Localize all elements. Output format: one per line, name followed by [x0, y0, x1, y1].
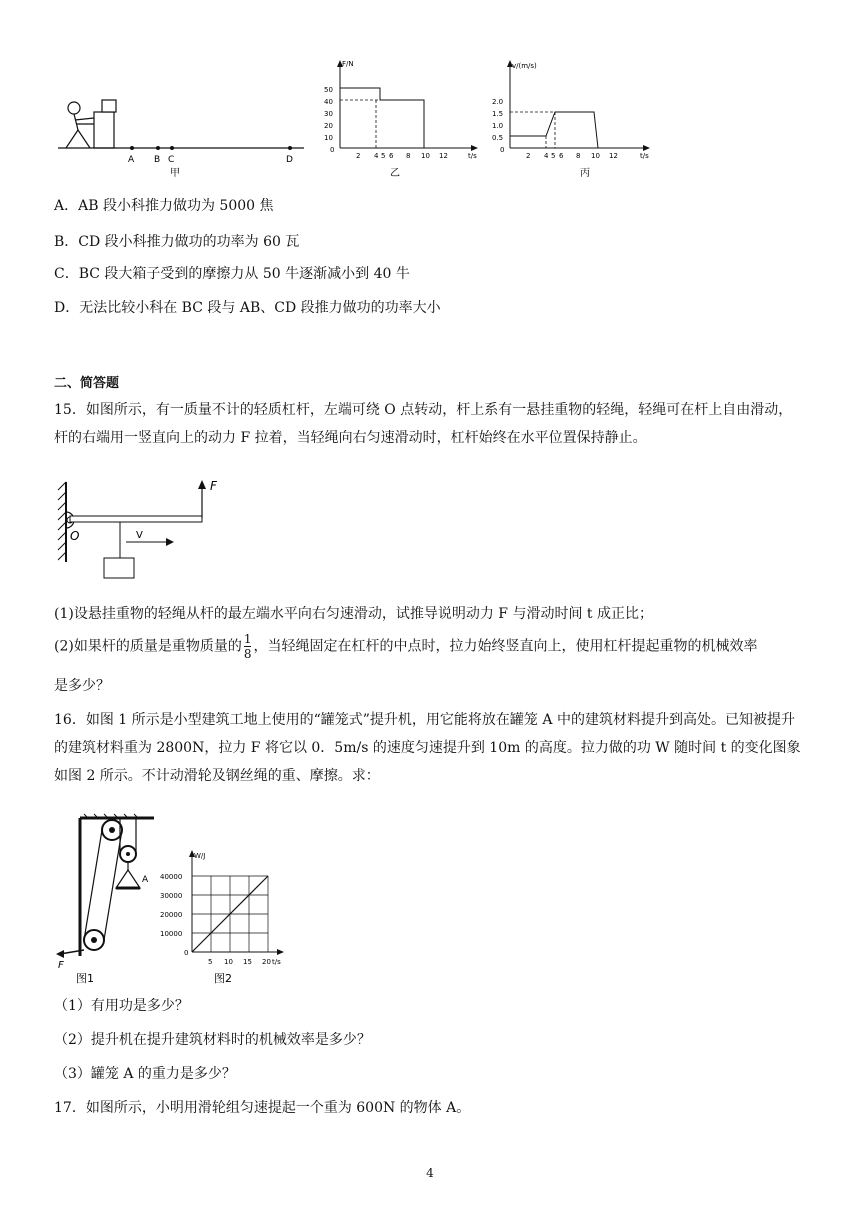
bing-velocity-line	[510, 112, 598, 148]
graph2-ytick: 40000	[160, 873, 183, 881]
yi-xtick: 12	[439, 152, 448, 160]
yi-xtick: 2	[356, 152, 361, 160]
yi-xtick: 10	[421, 152, 430, 160]
hanging-weight	[104, 558, 134, 578]
yi-ytick: 40	[324, 98, 333, 106]
yi-force-line	[340, 88, 424, 148]
yi-ytick: 0	[330, 146, 335, 154]
question-16-sub1: （1）有用功是多少？	[54, 998, 189, 1014]
sub2-text-pre: (2)如果杆的质量是重物质量的	[54, 638, 242, 655]
bing-ytick: 0.5	[492, 134, 504, 142]
option-b: B．CD 段小科推力做功的功率为 60 瓦	[54, 234, 300, 250]
yi-xtick: 4	[374, 152, 379, 160]
question-15-sub2	[54, 632, 757, 661]
figure-lever	[56, 478, 236, 582]
fraction-one-eighth	[244, 632, 252, 661]
figure-yi-force-graph	[318, 56, 486, 180]
bing-ytick: 1.0	[492, 122, 504, 130]
pivot-label: O	[70, 529, 80, 543]
label-d: D	[286, 155, 293, 165]
question-17-text: 17．如图所示，小明用滑轮组匀速提起一个重为 600N 的物体 A。	[54, 1100, 471, 1116]
yi-xtick: 8	[406, 152, 411, 160]
question-15-sub1: (1)设悬挂重物的轻绳从杆的最左端水平向右匀速滑动，试推导说明动力 F 与滑动时间 t 成正比；	[54, 606, 653, 622]
yi-ytick: 20	[324, 122, 333, 130]
label-b: B	[154, 155, 161, 165]
point-c	[170, 146, 174, 150]
bing-y-axis-label: v/(m/s)	[512, 62, 537, 70]
fraction-denominator: 8	[243, 647, 252, 661]
cage-a	[116, 870, 140, 888]
graph2-y-label: W/J	[194, 852, 206, 860]
question-15-text: 15．如图所示，有一质量不计的轻质杠杆，左端可绕 O 点转动，杆上系有一悬挂重物的轻绳，轻绳可在杆上自由滑动，杆的右端用一竖直向上的动力 F 拉着，当轻绳向右匀速滑动时，杠杆始终在水平位置保持静止。	[54, 402, 793, 446]
graph2-xtick: 15	[243, 958, 252, 966]
option-c: C．BC 段大箱子受到的摩擦力从 50 牛逐渐减小到 40 牛	[54, 266, 410, 282]
figure-1-label: 图1	[76, 972, 94, 985]
yi-xtick: 6	[389, 152, 394, 160]
label-a: A	[128, 155, 135, 165]
bing-ytick: 2.0	[492, 98, 504, 106]
yi-y-axis-label: F/N	[342, 60, 354, 68]
lever-bar	[70, 516, 202, 522]
option-a: A．AB 段小科推力做功为 5000 焦	[54, 198, 274, 214]
person-pushing-box	[66, 100, 116, 148]
figure-hoist	[54, 812, 294, 988]
force-label: F	[210, 479, 217, 493]
bing-xtick: 12	[609, 152, 618, 160]
graph2-ytick: 10000	[160, 930, 183, 938]
bing-ytick: 1.5	[492, 110, 504, 118]
yi-xtick: 5	[381, 152, 386, 160]
question-15-sub2-end: 是多少？	[54, 678, 110, 694]
bing-xtick: 2	[526, 152, 531, 160]
yi-x-axis-label: t/s	[468, 152, 477, 160]
yi-ytick: 30	[324, 110, 333, 118]
point-b	[156, 146, 160, 150]
figure-2-label: 图2	[214, 972, 232, 985]
graph2-xtick: 10	[224, 958, 233, 966]
figure-jia	[54, 90, 314, 180]
figure-bing-velocity-graph	[488, 56, 662, 180]
figure-yi-label: 乙	[390, 168, 400, 179]
graph2-xtick: 20	[262, 958, 271, 966]
page-number: 4	[426, 1166, 434, 1180]
label-c: C	[168, 155, 175, 165]
sub2-text-post: ，当轻绳固定在杠杆的中点时，拉力始终竖直向上，使用杠杆提起重物的机械效率	[253, 638, 758, 655]
bing-xtick: 10	[591, 152, 600, 160]
bing-ytick: 0	[500, 146, 505, 154]
yi-ytick: 50	[324, 86, 333, 94]
fraction-numerator: 1	[243, 632, 252, 646]
velocity-label: V	[136, 530, 143, 541]
point-d	[288, 146, 292, 150]
point-a	[130, 146, 134, 150]
question-16-text: 16．如图 1 所示是小型建筑工地上使用的“罐笼式”提升机，用它能将放在罐笼 A 中的建筑材料提升到高处。已知被提升的建筑材料重为 2800N，拉力 F 将它以 0．5m/s 的速度匀速提升到 10m 的高度。拉力做的功 W 随时间 t 的变化图象如图 2 所示。不计动滑轮及钢丝绳的重、摩擦。求：	[54, 712, 801, 784]
graph2-ytick: 30000	[160, 892, 183, 900]
option-d: D．无法比较小科在 BC 段与 AB、CD 段推力做功的功率大小	[54, 300, 441, 316]
figure-jia-label: 甲	[170, 168, 180, 179]
yi-ytick: 10	[324, 134, 333, 142]
bing-xtick: 4	[544, 152, 549, 160]
question-16-sub2: （2）提升机在提升建筑材料时的机械效率是多少？	[54, 1032, 371, 1048]
graph2-ytick: 0	[184, 949, 189, 957]
question-16-sub3: （3）罐笼 A 的重力是多少？	[54, 1066, 236, 1082]
graph2-ytick: 20000	[160, 911, 183, 919]
figure-bing-label: 丙	[580, 168, 590, 179]
graph2-xtick: 5	[208, 958, 213, 966]
pull-force-label: F	[58, 960, 64, 971]
section-title: 二、简答题	[54, 376, 120, 391]
bing-x-axis-label: t/s	[640, 152, 649, 160]
bing-xtick: 8	[576, 152, 581, 160]
graph2-x-label: t/s	[272, 958, 281, 966]
bing-xtick: 5	[551, 152, 556, 160]
bing-xtick: 6	[559, 152, 564, 160]
cage-a-label: A	[142, 875, 149, 885]
